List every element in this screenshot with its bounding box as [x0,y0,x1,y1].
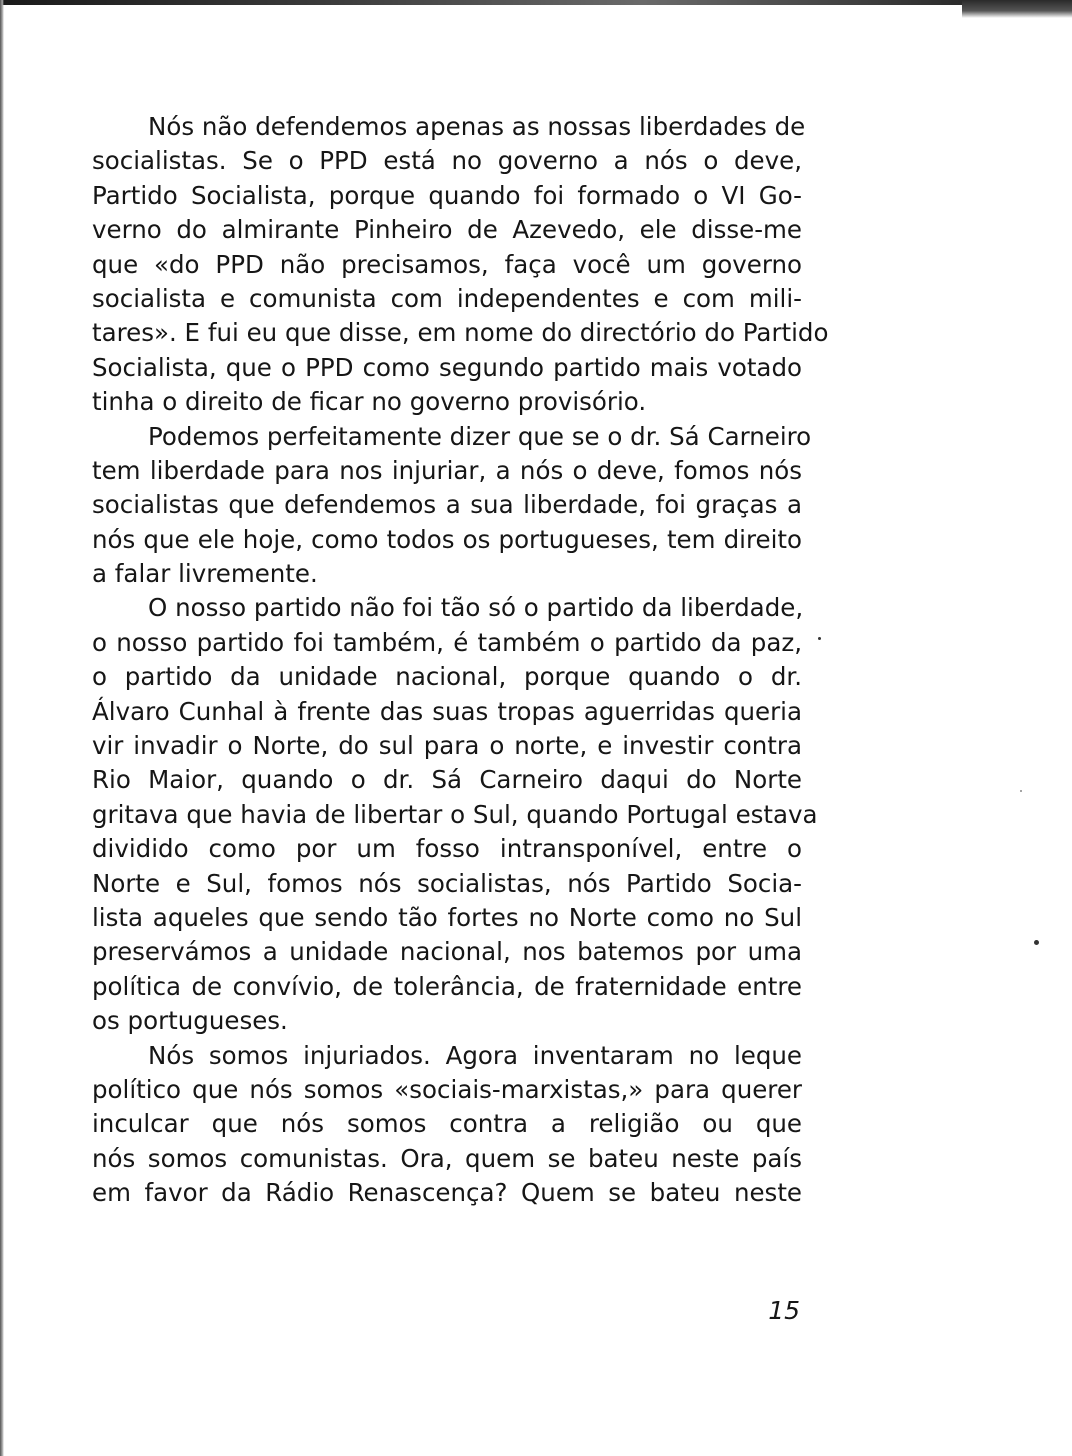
text-line: o partido da unidade nacional, porque quando o dr. [92,662,802,692]
text-line: socialistas que defendemos a sua liberdade, foi graças a [92,490,802,520]
text-line: política de convívio, de tolerância, de fraternidade entre [92,971,802,1001]
scan-speck [1020,790,1022,792]
text-line: tares». E fui eu que disse, em nome do directório do Partido [92,318,829,348]
text-line: Partido Socialista, porque quando foi formado o VI Go- [92,180,802,210]
text-line: os portugueses. [92,1006,288,1036]
text-line: inculcar que nós somos contra a religião ou que [92,1109,802,1139]
text-line: que «do PPD não precisamos, faça você um governo [92,249,802,279]
text-line: tem liberdade para nos injuriar, a nós o deve, fomos nós [92,455,802,485]
text-line: tinha o direito de ficar no governo provisório. [92,387,647,417]
text-line: O nosso partido não foi tão só o partido da liberdade, [148,593,804,623]
scan-top-edge [0,0,1072,5]
text-line: lista aqueles que sendo tão fortes no Norte como no Sul [92,902,802,932]
text-line: a falar livremente. [92,559,318,589]
text-line: o nosso partido foi também, é também o partido da paz, [92,627,802,657]
text-line: verno do almirante Pinheiro de Azevedo, ele disse-me [92,215,802,245]
page-number: 15 [768,1296,800,1325]
scan-left-edge [0,0,4,1456]
scan-top-right-shadow [962,0,1072,18]
text-line: Rio Maior, quando o dr. Sá Carneiro daqui do Norte [92,765,802,795]
text-line: em favor da Rádio Renascença? Quem se bateu neste [92,1178,802,1208]
text-line: Podemos perfeitamente dizer que se o dr. Sá Carneiro [148,421,812,451]
text-line: socialistas. Se o PPD está no governo a nós o deve, [92,146,802,176]
text-line: dividido como por um fosso intransponível, entre o [92,834,802,864]
text-line: socialista e comunista com independentes e com mili- [92,283,802,313]
text-line: nós que ele hoje, como todos os portugueses, tem direito [92,524,802,554]
text-line: preservámos a unidade nacional, nos batemos por uma [92,937,802,967]
text-line: vir invadir o Norte, do sul para o norte, e investir contra [92,731,802,761]
scan-speck [818,637,821,640]
text-line: Norte e Sul, fomos nós socialistas, nós Partido Socia- [92,868,802,898]
text-line: gritava que havia de libertar o Sul, quando Portugal estava [92,799,818,829]
text-line: nós somos comunistas. Ora, quem se bateu neste país [92,1143,802,1173]
text-line: Socialista, que o PPD como segundo partido mais votado [92,352,802,382]
scan-speck [1034,940,1039,945]
text-line: Álvaro Cunhal à frente das suas tropas aguerridas queria [92,696,802,726]
text-line: Nós somos injuriados. Agora inventaram no leque [148,1040,802,1070]
text-line: Nós não defendemos apenas as nossas liberdades de [148,112,806,141]
text-line: político que nós somos «sociais-marxistas,» para querer [92,1074,802,1104]
body-text [92,110,829,1211]
